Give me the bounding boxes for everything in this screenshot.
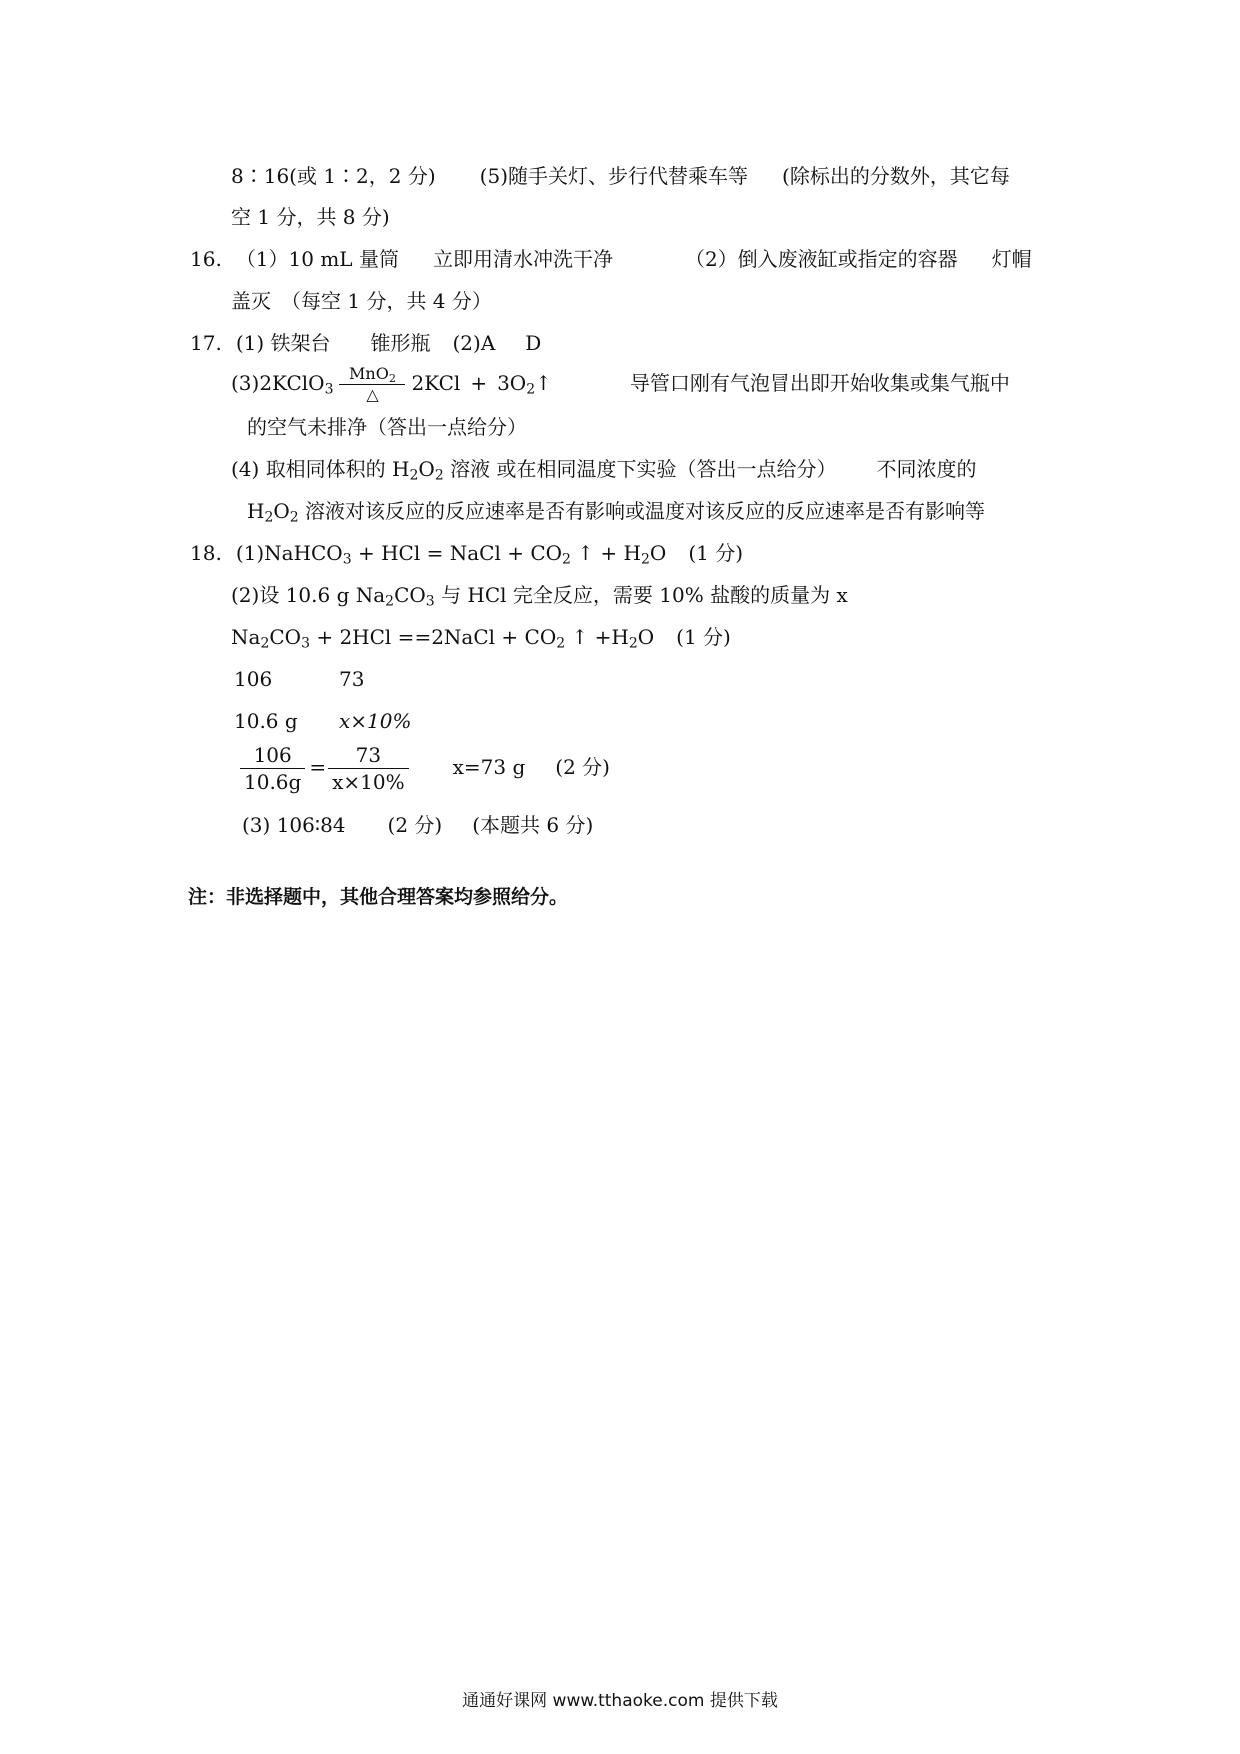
q18-result: x=73 g: [452, 755, 526, 779]
q18-line-1: [190, 539, 743, 567]
q18-part1-score: (1 分): [688, 541, 743, 565]
q18-ratio-row-1: [234, 665, 364, 693]
fraction-right: $\frac{73}{x\times 10\%}$: [328, 742, 409, 795]
catalyst-label: MnO$_2$: [339, 364, 405, 385]
q16-number: 16.: [190, 247, 222, 271]
q18-part3: (3) 106∶84: [242, 813, 346, 837]
grading-note: 注：非选择题中，其他合理答案均参照给分。: [188, 886, 569, 908]
q16-part1-answer: 立即用清水冲洗干净: [432, 247, 613, 271]
q17-line-1: [190, 329, 541, 357]
ratio-106: 106: [234, 667, 273, 691]
q17-part2-b: D: [525, 331, 542, 355]
q18-proportion-line: [240, 739, 610, 795]
q16-part2-answer: 灯帽: [991, 247, 1032, 271]
q15-score-note: (除标出的分数外，其它每: [782, 164, 1010, 188]
equals-sign: =: [309, 755, 327, 779]
q18-total: (本题共 6 分): [472, 813, 594, 837]
heat-symbol: △: [366, 385, 379, 404]
q17-part4-b: 不同浓度的: [876, 457, 977, 481]
q15-ratio-text: 8∶16(或 1∶2，2 分): [231, 164, 436, 188]
q18-part2-line: [231, 581, 848, 609]
q17-part4-c: $H_2O_2$ 溶液对该反应的反应速率是否有影响或温度对该反应的反应速率是否有影响等: [247, 499, 986, 526]
q18-equation-score: (1 分): [676, 625, 731, 649]
q17-reason-line-2: [247, 413, 527, 441]
q18-part2-setup: (2)设 10.6 g $Na_2CO_3$ 与 HCl 完全反应，需要 10% 盐酸的质量为 x: [231, 583, 848, 610]
q17-part4-line-2: [247, 497, 985, 525]
reaction-condition: [339, 364, 405, 405]
q18-result-score: (2 分): [555, 755, 610, 779]
ratio-73: 73: [339, 667, 365, 691]
q16-score: 盖灭 （每空 1 分，共 4 分）: [231, 289, 492, 313]
q18-part3-line: [242, 811, 593, 839]
ratio-x: x×10%: [339, 709, 412, 733]
footer-source: 通通好课网 www.tthaoke.com 提供下载: [462, 1691, 778, 1711]
q17-part1: (1) 铁架台: [235, 331, 331, 355]
q15-line-2: [231, 203, 390, 231]
ratio-mass: 10.6 g: [234, 709, 298, 733]
q16-line-2: [231, 287, 492, 315]
q17-plus: +: [470, 371, 488, 395]
fraction-left: $\frac{106}{10.6g}$: [240, 742, 305, 795]
q18-part1-equation: (1)NaHCO$_3$ + HCl = NaCl + $CO_2$ ↑ + $H_2O$: [235, 541, 667, 568]
q18-equation-line: [231, 623, 731, 651]
q17-part2: (2)A: [452, 331, 496, 355]
q15-part5-text: (5)随手关灯、步行代替乘车等: [479, 164, 749, 188]
q15-score-total: 空 1 分，共 8 分): [231, 205, 390, 229]
q18-part3-score: (2 分): [387, 813, 443, 837]
q18-number: 18.: [190, 541, 222, 565]
q17-part4-a: (4) 取相同体积的 $H_2O_2$ 溶液 或在相同温度下实验（答出一点给分）: [231, 457, 837, 484]
q17-reason: 导管口刚有气泡冒出即开始收集或集气瓶中: [629, 371, 1010, 395]
q17-equation-line: [231, 358, 1010, 408]
q16-line-1: [190, 245, 1032, 273]
q17-part4-line-1: [231, 455, 976, 483]
q16-part2-label: （2）倒入废液缸或指定的容器: [684, 247, 958, 271]
q17-reason-2: 的空气未排净（答出一点给分）: [247, 415, 527, 439]
q18-equation: $Na_2CO_3 + 2HCl$ ==2NaCl + $CO_2$ ↑ $+H_2O$: [231, 625, 655, 652]
q15-line-1: [231, 162, 1010, 190]
q17-reactant: (3)2KClO$_3$: [231, 371, 334, 398]
q16-part1-label: （1）10 mL 量筒: [235, 247, 399, 271]
q17-part1-b: 锥形瓶: [370, 331, 431, 355]
q17-product1: 2KCl: [411, 371, 461, 395]
q18-ratio-row-2: [234, 707, 412, 735]
q17-product2: $3O_2↑$: [497, 371, 552, 398]
q17-number: 17.: [190, 331, 222, 355]
